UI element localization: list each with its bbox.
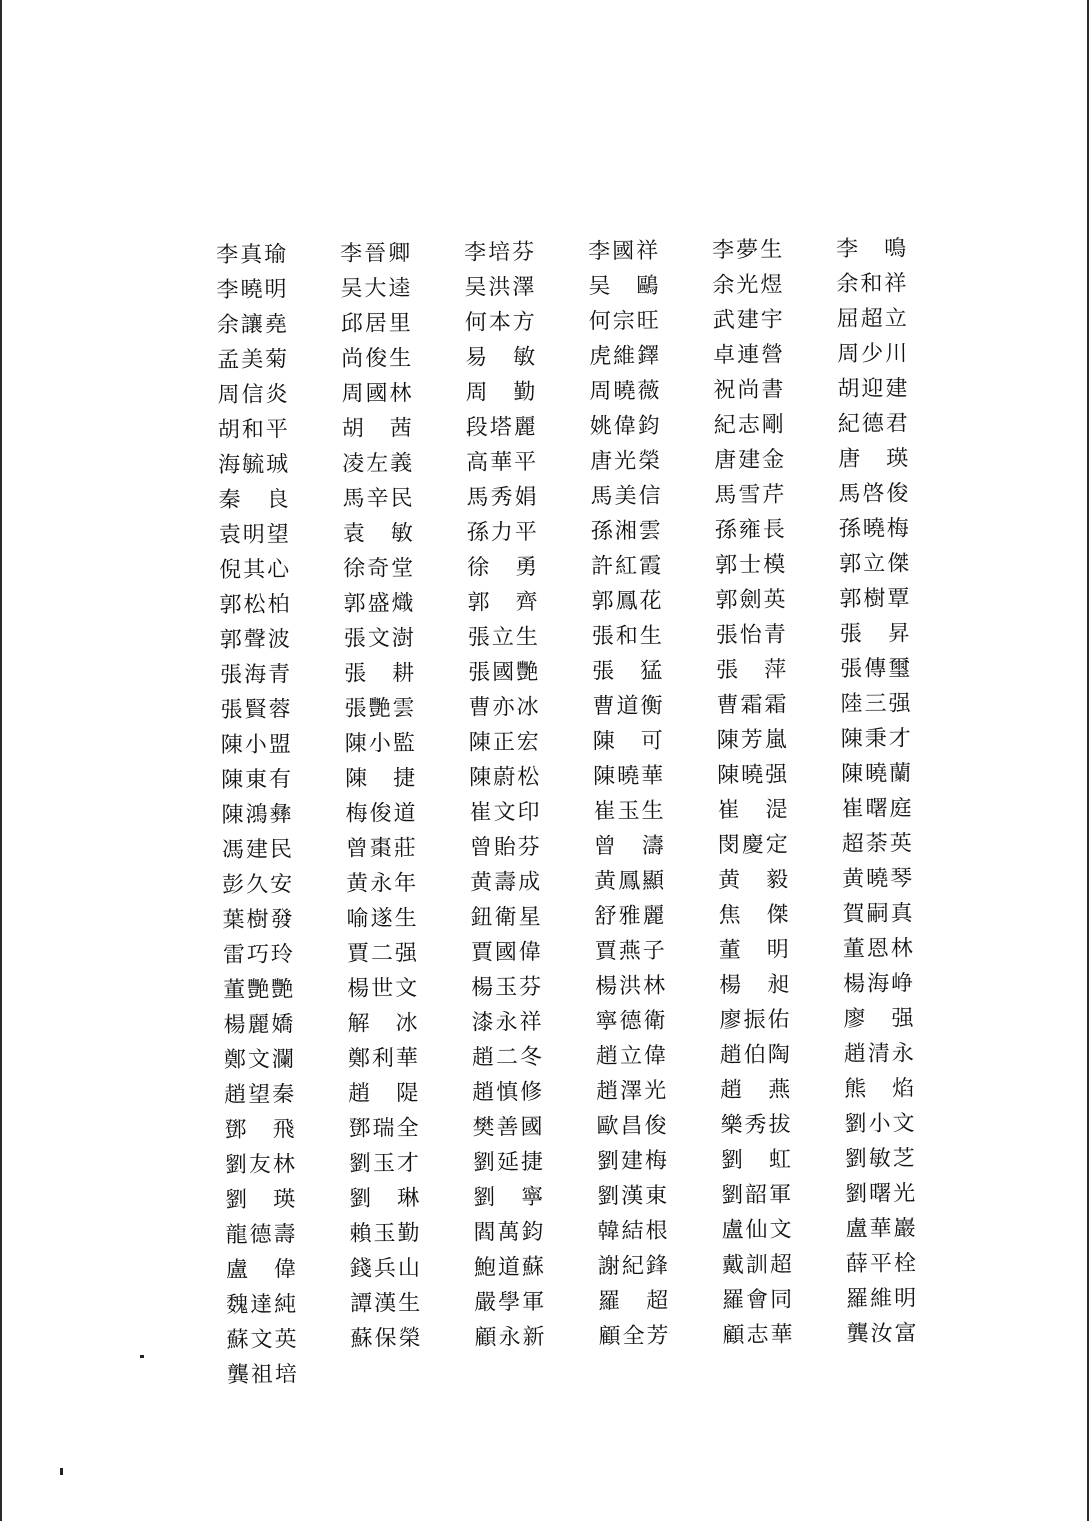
person-name: 陳曉蘭 [841,761,914,788]
person-name: 賈二强 [346,941,420,967]
person-name: 趙慎修 [472,1079,545,1106]
person-name: 馬雪芹 [714,482,787,509]
person-name: 唐光榮 [590,448,663,475]
person-name: 趙 燕 [720,1077,793,1104]
person-name: 趙二冬 [471,1044,545,1071]
person-name: 鄭利華 [347,1046,421,1072]
person-name: 胡迎建 [837,376,910,403]
person-name: 劉延捷 [472,1149,546,1176]
person-name: 顧全芳 [598,1323,671,1350]
person-name: 陳小監 [344,731,417,757]
person-name: 崔玉生 [593,798,666,825]
person-name: 魏達純 [226,1292,299,1318]
person-name: 陳鴻彝 [221,802,294,828]
person-name: 黄鳳顯 [594,868,667,895]
person-name: 馮建民 [221,837,295,863]
person-name: 周信炎 [217,382,290,408]
person-name: 顧志華 [722,1322,795,1349]
person-name: 趙清永 [843,1041,916,1068]
person-name: 郭聲波 [219,627,292,653]
person-name: 劉曙光 [845,1181,918,1208]
person-name: 周少川 [837,341,910,368]
person-name: 余和祥 [836,271,909,298]
person-name: 超荼英 [841,831,914,858]
person-name: 曹道衡 [592,693,665,720]
person-name: 李國祥 [588,238,661,265]
person-name: 倪其心 [219,557,292,583]
person-name: 李晉卿 [340,241,413,267]
person-name: 胡 茜 [341,416,414,442]
person-name: 徐 勇 [467,554,540,581]
person-name: 蘇文英 [226,1327,299,1353]
person-name: 錢兵山 [349,1256,423,1282]
person-name: 陸三强 [840,691,913,718]
person-name: 舒雅麗 [594,903,667,930]
person-name: 龔祖培 [226,1362,300,1388]
person-name: 盧華巖 [845,1216,918,1243]
person-name: 崔曙庭 [841,796,914,823]
person-name: 龍德壽 [225,1222,298,1248]
person-name: 易 敏 [465,344,538,371]
person-name: 胡和平 [217,417,290,443]
name-row [226,1316,966,1358]
person-name: 黄曉琴 [842,866,915,893]
person-name: 郭鳳花 [591,588,664,615]
person-name: 馬秀娟 [466,484,539,511]
person-name: 趙立偉 [595,1043,669,1070]
person-name: 唐 瑛 [838,446,911,473]
person-name: 趙伯陶 [719,1042,793,1069]
scan-speck [60,1468,63,1475]
person-name: 郭士模 [715,552,788,579]
person-name: 梅俊道 [345,801,418,827]
person-name: 賈燕子 [594,938,668,965]
person-name: 武建宇 [712,307,785,334]
person-name: 曹霜霜 [716,692,789,719]
person-name: 曹亦冰 [468,694,541,721]
person-name: 張 萍 [716,657,789,684]
person-name: 紀德君 [837,411,910,438]
person-name: 陳正宏 [468,729,541,756]
person-name: 段塔麗 [465,414,538,441]
person-name: 羅維明 [846,1286,919,1312]
person-name: 郭盛熾 [343,591,416,617]
person-name: 陳曉華 [593,763,666,790]
person-name: 孫曉梅 [838,516,911,543]
person-name: 焦 傑 [718,902,791,929]
person-name: 鄧 飛 [224,1117,297,1143]
person-name: 韓結根 [597,1218,670,1245]
person-name: 黄永年 [346,871,419,897]
person-name: 何本方 [464,309,537,336]
person-name: 張海青 [220,662,293,688]
person-name: 歐昌俊 [596,1113,669,1140]
person-name: 羅 超 [598,1288,671,1315]
person-name: 張國艷 [468,659,541,686]
person-name: 陳東有 [221,767,294,793]
person-name: 劉韶軍 [721,1182,794,1209]
person-name: 李夢生 [712,237,785,264]
person-name: 余光煜 [712,272,785,299]
person-name: 唐建金 [714,447,787,474]
person-name: 寧德衛 [595,1008,668,1035]
person-name: 蘇保榮 [350,1326,423,1352]
person-name: 張賢蓉 [220,697,293,723]
person-name: 吴 鷗 [588,273,661,300]
person-name: 陳秉才 [840,726,913,753]
person-name: 劉建梅 [596,1148,670,1175]
person-name: 姚偉鈞 [589,413,662,440]
person-name: 陳蔚松 [469,764,542,791]
person-name: 彭久安 [222,872,295,898]
person-name: 董艷艷 [223,977,296,1003]
person-name: 卓連營 [713,342,786,369]
person-name: 崔文印 [469,799,542,826]
person-name: 袁明望 [218,522,291,548]
person-name: 劉小文 [844,1111,917,1138]
person-name: 閻萬鈞 [473,1219,546,1246]
person-name: 曾棗莊 [345,836,419,862]
person-name: 孟美菊 [217,347,290,373]
person-name: 羅會同 [722,1287,795,1314]
person-name: 趙澤光 [596,1078,669,1105]
person-name: 郭劍英 [715,587,788,614]
person-name: 劉敏芝 [844,1146,918,1173]
person-name: 崔 湜 [717,797,790,824]
person-name: 樂秀拔 [720,1112,793,1139]
person-name: 郭立傑 [839,551,912,578]
person-name: 薛平栓 [845,1251,919,1278]
person-name: 馬辛民 [342,486,415,512]
person-name: 龔汝富 [846,1321,919,1347]
person-name: 鄭文瀾 [223,1047,297,1073]
person-name: 孫力平 [466,519,539,546]
person-name: 紀志剛 [713,412,786,439]
name-list [216,231,967,1393]
person-name: 戴訓超 [721,1252,795,1279]
person-name: 董恩林 [842,936,915,963]
person-name: 劉玉才 [348,1151,422,1177]
person-name: 盧仙文 [721,1217,794,1244]
person-name: 鮑道蘇 [473,1254,547,1281]
person-name: 樊善國 [472,1114,545,1141]
name-row [227,1351,967,1393]
person-name: 吴大逵 [340,276,413,302]
person-name: 祝尚書 [713,377,786,404]
person-name: 許紅霞 [591,553,664,580]
person-name: 劉漢東 [597,1183,670,1210]
person-name: 陳 可 [592,728,665,755]
person-name: 馬啓俊 [838,481,911,508]
person-name: 邱居里 [340,311,413,337]
person-name: 張怡青 [715,622,788,649]
person-name: 黄 毅 [718,867,791,894]
person-name: 趙望秦 [224,1082,297,1108]
person-name: 孫雍長 [714,517,787,544]
person-name: 高華平 [466,449,539,476]
person-name: 郭松柏 [219,592,292,618]
person-name: 張艷雲 [344,696,417,722]
person-name: 趙 隄 [348,1081,421,1107]
person-name: 解 冰 [347,1011,420,1037]
person-name: 余讓堯 [216,312,289,338]
person-name: 張傳璽 [840,656,913,683]
person-name: 楊洪林 [595,973,668,1000]
person-name: 楊 昶 [719,972,792,999]
person-name: 虎維鐸 [589,343,662,370]
person-name: 曾 濤 [593,833,666,860]
scan-border-left [0,0,2,1521]
person-name: 葉樹發 [222,907,295,933]
person-name: 周曉薇 [589,378,662,405]
person-name: 曾貽芬 [469,834,543,861]
person-name: 周國林 [341,381,414,407]
person-name: 李培芬 [464,239,537,266]
person-name: 閔慶定 [717,832,790,859]
person-name: 李曉明 [216,277,289,303]
person-name: 張 昇 [839,621,912,648]
person-name: 張立生 [467,624,540,651]
person-name: 楊世文 [347,976,420,1002]
person-name: 楊玉芬 [471,974,544,1001]
person-name: 董 明 [718,937,791,964]
person-name: 張文澍 [343,626,416,652]
person-name: 尚俊生 [341,346,414,372]
person-name: 馬美信 [590,483,663,510]
person-name: 海毓珹 [218,452,291,478]
person-name: 廖 强 [843,1006,916,1033]
person-name: 徐奇堂 [343,556,416,582]
person-name: 劉 琳 [349,1186,422,1212]
person-name: 鄧瑞全 [348,1116,421,1142]
person-name: 劉 虹 [720,1147,794,1174]
person-name: 譚漢生 [350,1291,423,1317]
person-name: 秦 良 [218,487,291,513]
person-name: 郭樹覃 [839,586,912,613]
person-name: 屈超立 [836,306,909,333]
person-name: 盧 偉 [225,1257,299,1283]
person-name: 何宗旺 [588,308,661,335]
person-name: 賀嗣真 [842,901,915,928]
person-name: 李 鳴 [836,236,909,263]
person-name: 廖振佑 [719,1007,792,1034]
person-name: 熊 焰 [844,1076,917,1103]
person-name: 喻遂生 [346,906,419,932]
person-name: 楊麗嬌 [223,1012,296,1038]
person-name: 劉友林 [224,1152,298,1178]
person-name: 漆永祥 [471,1009,544,1036]
person-name: 顧永新 [474,1324,547,1351]
person-name: 劉 瑛 [225,1187,298,1213]
person-name: 袁 敏 [342,521,415,547]
person-name: 陳 捷 [345,766,418,792]
person-name: 賈國偉 [470,939,544,966]
person-name: 雷巧玲 [222,942,296,968]
person-name: 楊海峥 [843,971,916,998]
person-name: 孫湘雲 [590,518,663,545]
person-name: 嚴學軍 [474,1289,547,1316]
person-name: 謝紀鋒 [597,1253,671,1280]
person-name: 凌左義 [342,451,415,477]
person-name: 郭 齊 [467,589,540,616]
person-name: 陳芳嵐 [716,727,789,754]
person-name: 張 猛 [592,658,665,685]
person-name: 黄壽成 [470,869,543,896]
person-name: 吴洪澤 [464,274,537,301]
person-name: 劉 寧 [473,1184,546,1211]
person-name: 張和生 [591,623,664,650]
person-name: 張 耕 [344,661,417,687]
person-name: 李真瑜 [216,242,289,268]
scan-speck [140,1355,144,1358]
person-name: 周 勤 [465,379,538,406]
person-name: 陳曉强 [717,762,790,789]
person-name: 陳小盟 [220,732,294,758]
person-name: 賴玉勤 [349,1221,422,1247]
person-name: 鈕衛星 [470,904,543,931]
